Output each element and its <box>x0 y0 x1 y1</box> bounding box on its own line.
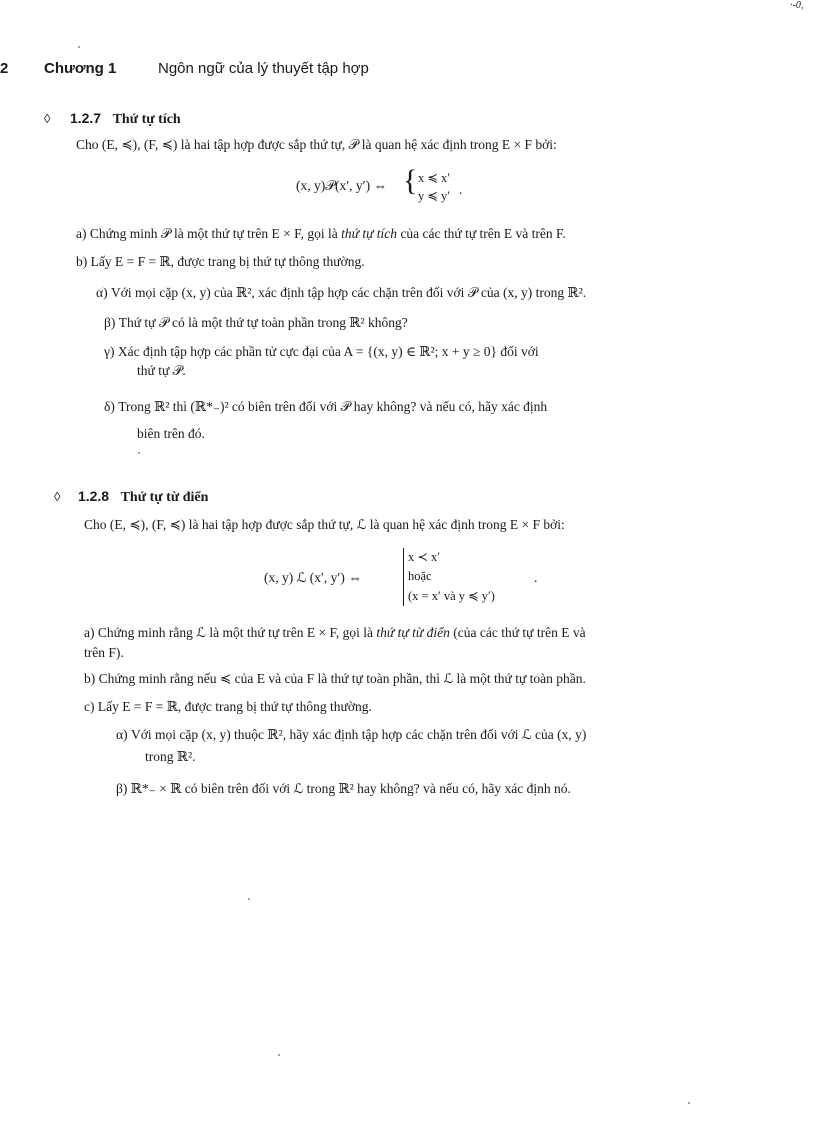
section-128-heading <box>54 488 208 506</box>
product-order-line2: y ≼ y′ <box>418 189 450 203</box>
lexicographic-formula-lhs: (x, y) ℒ (x′, y′) ⇔ <box>264 570 362 585</box>
formula-period: . <box>459 182 463 197</box>
scan-speck <box>78 46 80 48</box>
formula-period: . <box>534 570 538 585</box>
section-128-alpha-line1: α) Với mọi cặp (x, y) thuộc ℝ², hãy xác định tập hợp các chặn trên đối với ℒ của (x, y) <box>116 727 587 742</box>
section-128-alpha-line2: trong ℝ². <box>145 749 196 764</box>
section-127-delta-line2: biên trên đó. <box>137 426 205 441</box>
section-127-gamma-line1: γ) Xác định tập hợp các phần tử cực đại của A = {(x, y) ∈ ℝ²; x + y ≥ 0} đối với <box>104 344 539 359</box>
diamond-icon: ◊ <box>44 111 51 126</box>
product-order-formula-lhs: (x, y)𝒫(x′, y′) ⇔ <box>296 178 387 193</box>
scan-speck <box>688 1102 690 1104</box>
corner-mark: ·-0, <box>790 0 804 11</box>
chapter-title: Ngôn ngữ của lý thuyết tập hợp <box>158 60 369 77</box>
section-127-intro: Cho (E, ≼), (F, ≼) là hai tập hợp được sắp thứ tự, 𝒫 là quan hệ xác định trong E × F bởi: <box>76 137 557 152</box>
section-title: Thứ tự tích <box>112 112 181 127</box>
scan-speck <box>278 1054 280 1056</box>
section-127-item-b: b) Lấy E = F = ℝ, được trang bị thứ tự thông thường. <box>76 254 365 269</box>
page-number: 2 <box>0 60 9 77</box>
section-127-beta: β) Thứ tự 𝒫 có là một thứ tự toàn phần trong ℝ² không? <box>104 315 408 330</box>
formula-bar <box>403 548 404 606</box>
lexicographic-line2: hoặc <box>408 569 432 583</box>
lexicographic-line3: (x = x′ và y ≼ y′) <box>408 589 495 603</box>
scan-speck <box>248 898 250 900</box>
diamond-icon: ◊ <box>54 489 61 504</box>
section-127-delta-line1: δ) Trong ℝ² thì (ℝ*₋)² có biên trên đối với 𝒫 hay không? và nếu có, hãy xác định <box>104 399 548 414</box>
item-a-rest: của các thứ tự trên E và trên F. <box>400 226 566 241</box>
section-127-heading <box>44 110 181 128</box>
section-number: 1.2.7 <box>69 110 102 126</box>
section-127-gamma-line2: thứ tự 𝒫. <box>137 363 186 378</box>
section-128-item-c: c) Lấy E = F = ℝ, được trang bị thứ tự thông thường. <box>84 699 372 714</box>
section-128-intro: Cho (E, ≼), (F, ≼) là hai tập hợp được sắp thứ tự, ℒ là quan hệ xác định trong E × F bởi: <box>84 517 565 532</box>
stray-dot <box>138 452 140 454</box>
section-127-item-a <box>76 225 766 243</box>
item-a-italic: thứ tự từ điển <box>376 625 450 640</box>
section-128-item-a-line1 <box>84 624 774 642</box>
section-128-item-b: b) Chứng minh rằng nếu ≼ của E và của F là thứ tự toàn phần, thì ℒ là một thứ tự toàn phần. <box>84 671 586 686</box>
chapter-label: Chương 1 <box>44 60 117 77</box>
section-128-item-a-line2: trên F). <box>84 645 124 660</box>
section-title: Thứ tự từ điển <box>120 490 209 505</box>
section-127-alpha: α) Với mọi cặp (x, y) của ℝ², xác định tập hợp các chặn trên đối với 𝒫 của (x, y) trong ℝ². <box>96 285 587 300</box>
section-128-beta: β) ℝ*₋ × ℝ có biên trên đối với ℒ trong ℝ² hay không? và nếu có, hãy xác định nó. <box>116 781 571 796</box>
lexicographic-line1: x ≺ x′ <box>408 550 440 564</box>
product-order-line1: x ≼ x′ <box>418 171 450 185</box>
item-a-rest: (của các thứ tự trên E và <box>453 625 586 640</box>
item-a-text: a) Chứng minh 𝒫 là một thứ tự trên E × F, gọi là <box>76 226 338 241</box>
section-number: 1.2.8 <box>77 488 110 504</box>
item-a-italic: thứ tự tích <box>341 226 398 241</box>
left-brace: { <box>403 164 418 197</box>
item-a-text: a) Chứng minh rằng ℒ là một thứ tự trên E × F, gọi là <box>84 625 374 640</box>
